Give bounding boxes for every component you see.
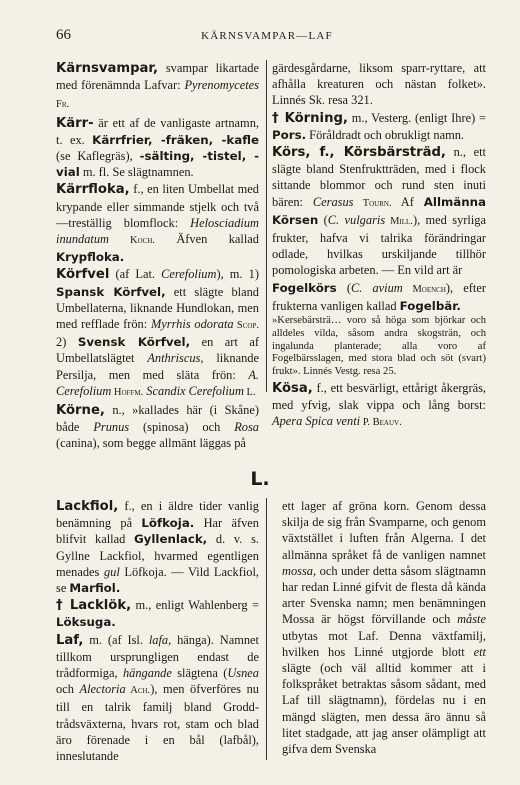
entry-karr	[56, 115, 259, 181]
author: Tourn.	[353, 197, 392, 209]
entry-lacklok	[56, 597, 259, 630]
bold-term: Löfkoja.	[141, 516, 195, 531]
column-top-right	[272, 60, 486, 429]
page-number: 66	[56, 27, 71, 43]
author: Scop.	[233, 320, 259, 332]
latin-name: Apera Spica venti	[272, 414, 361, 429]
column-divider	[266, 498, 267, 760]
entry-karnsvampar	[56, 60, 259, 114]
italic-word: hängande	[122, 666, 172, 681]
latin-name: Myrrhis odorata	[150, 317, 234, 332]
column-bottom-left	[56, 498, 259, 763]
author: Koch.	[109, 235, 155, 247]
column-bottom-right	[282, 498, 486, 763]
column-top-left	[56, 60, 260, 451]
entry-text: är ett af de vanligaste artnamn, t. ex.	[56, 115, 259, 147]
page-header	[56, 27, 478, 47]
bold-term: Spansk Körfvel,	[56, 284, 166, 299]
entry-text: ett slägte bland Umbellaterna, liknande Hundlokan, men med refflade frön:	[56, 284, 260, 332]
latin-name: A. Cerefolium	[56, 367, 259, 398]
headword: † Lacklök,	[56, 598, 132, 614]
headword: Körs, f., Körsbärsträd,	[272, 145, 446, 161]
author: Hoffm.	[111, 386, 144, 398]
entry-text: Äfven kallad	[154, 232, 259, 247]
entry-text: gärdesgårdarne, liksom sparr-ryttare, att afhålla kreaturen och nästan folket». Linnés Sk. resa 321.	[272, 61, 486, 108]
headword: Körne,	[56, 403, 105, 419]
bold-term: Löksuga.	[56, 615, 116, 630]
entry-text: ett lager af gröna korn. Genom dessa skilja de sig från Svamparne, och genom växtstället i luften från Algerna. I det allmänna språket få de vanligen namnet	[282, 499, 486, 562]
latin-name: Cerefolium	[161, 267, 217, 282]
bold-term: Svensk Körfvel,	[77, 335, 191, 350]
entry-text: n., »kallades här (i Skåne) både	[56, 403, 259, 435]
latin-name: Usnea	[227, 666, 259, 681]
entry-text: (spinosa) och	[129, 420, 235, 435]
entry-text: 2)	[56, 335, 78, 350]
entry-text: (	[336, 280, 351, 295]
headword: † Körning,	[272, 110, 348, 126]
entry-kosa	[272, 380, 486, 432]
author: L.	[243, 386, 256, 398]
author: Moench	[402, 283, 446, 295]
quotation: »Kersebärsträ… voro så höga som björkar och alldeles vilda, såsom andra skogsträn, och ingalunda planterade; alla voro af Fogelbärsslagen, med stora blad och söt (svart) frukt». Linnés Vestg. resa 25.	[272, 315, 486, 378]
author: Ach.	[125, 685, 151, 697]
entry-korning	[272, 110, 486, 143]
italic-word: lafa,	[148, 632, 172, 647]
entry-text: f., en i äldre tider vanlig benämning på	[56, 499, 259, 531]
entry-laf-continued	[282, 498, 486, 757]
entry-text: Af	[391, 194, 424, 209]
entry-text: (af Lat.	[109, 267, 162, 282]
running-head: KÄRNSVAMPAR—LAF	[201, 30, 333, 42]
italic-word: ett	[473, 644, 486, 659]
entry-text: n., ett slägte bland Stenfruktträden, med i flock sittande blommor och rund sten inuti bären:	[272, 145, 486, 209]
entry-continuation	[272, 60, 486, 109]
entry-text: Har äfven blifvit kallad	[56, 516, 259, 547]
entry-text: ), efter frukterna vanligen kallad	[272, 280, 486, 313]
latin-name: Helosciadium inundatum	[56, 215, 259, 247]
bold-term: Gyllenlack,	[133, 532, 208, 547]
entry-text: utbytas mot Laf. Denna växtfamilj, hvilken hos Linné utgjorde blott	[282, 628, 486, 659]
column-divider	[266, 60, 267, 392]
entry-text: ), med syrliga frukter, hafva vi talrika förändringar odlade, hvilkas urskiljande tillhör pomologiska arbeten. — En vild art är	[272, 212, 486, 278]
italic-word: gul	[103, 564, 120, 579]
bold-term: -sälting, -tistel, -vial	[56, 149, 259, 180]
bold-term: Fogelbär.	[399, 298, 461, 313]
entry-text: m., Vesterg. (enligt Ihre) =	[347, 110, 486, 125]
entry-karrfloka	[56, 181, 259, 265]
headword: Körfvel	[56, 267, 110, 283]
entry-text: Föråldradt och obrukligt namn.	[306, 127, 465, 142]
entry-text: f., en liten Umbellat med krypande eller simmande stjelk och två—treställig blomflock:	[56, 182, 259, 230]
entry-text: och under detta såsom slägtnamn har redan Linné gifvit de flesta då kända arter Svenska namn; men benämningen Mossa är högst förvillande och	[282, 563, 486, 627]
entry-text: svampar likartade med förenämnda Lafvar:	[56, 61, 259, 93]
latin-name: C. vulgaris	[327, 212, 386, 227]
entry-korne	[56, 402, 259, 452]
headword: Kärr-	[56, 115, 94, 131]
entry-text: m. (af Isl.	[83, 632, 149, 647]
entry-text: slägte (och väl alltid kommer att i folkspråket betraktas såsom sådant, med Laf till slägtnamn), fördelas nu i en mängd slägten, men dessa äro ännu så litet stadgade, att jag anser olämpligt att gifva dem Svenska	[282, 661, 486, 757]
entry-text: liknande Persilja, men med släta frön:	[56, 351, 259, 382]
latin-name: Scandix Cerefolium	[143, 383, 244, 398]
entry-text: och	[56, 682, 80, 697]
bold-term: Marfiol.	[69, 581, 121, 596]
section-letter: L.	[250, 468, 270, 490]
entry-korfvel	[56, 266, 259, 401]
entry-fogelkors	[272, 280, 486, 314]
latin-name: Pyrenomycetes	[184, 78, 259, 93]
entry-text: Löfkoja. — Vild Lackfiol, se	[56, 564, 260, 596]
headword: Lackfiol,	[56, 499, 119, 514]
author: Fr.	[56, 99, 70, 111]
italic-word: måste	[457, 612, 486, 627]
entry-text: d. v. s. Gyllne Lackfiol, hvarmed egentligen menades	[56, 532, 259, 579]
latin-name: Prunus	[93, 420, 130, 435]
latin-name: C. avium	[350, 280, 403, 295]
entry-text: en art af Umbellatslägtet	[56, 335, 260, 366]
bold-term: Krypfloka.	[56, 250, 125, 265]
entry-kors	[272, 144, 486, 279]
entry-laf	[56, 632, 259, 765]
entry-text: ), men öfverföres nu till en talrik familj bland Groddtrådsväxterna, hvars rot, stam och blad äro förenade i en bål (lafbål), inneslutande	[56, 682, 259, 764]
latin-name: Cerasus	[312, 194, 354, 209]
latin-name: Alectoria	[79, 682, 126, 697]
entry-text: m., enligt Wahlenberg =	[131, 598, 259, 613]
entry-text: (	[318, 212, 328, 227]
entry-text: (se Kaflegräs),	[56, 149, 140, 164]
italic-word: mossa,	[282, 563, 317, 578]
headword: Kärrfloka,	[56, 182, 130, 198]
entry-text: slägtena (	[171, 666, 228, 681]
headword: Kärnsvampar,	[56, 61, 159, 76]
entry-lackfiol	[56, 498, 259, 596]
bold-term: Pors.	[272, 127, 307, 142]
bold-term: Kärrfrier, -fräken, -kafle	[92, 132, 259, 147]
headword: Kösa,	[272, 381, 313, 397]
entry-text: m. fl. Se slägtnamnen.	[79, 165, 194, 180]
entry-text: ), m. 1)	[216, 267, 259, 282]
bold-term: Allmänna Körsen	[272, 194, 486, 227]
entry-text: hänga). Namnet tillkom ursprungligen endast de trådformiga,	[56, 632, 259, 681]
latin-name: Rosa	[234, 420, 259, 435]
entry-text: (canina), som begge allmänt läggas på	[56, 436, 246, 451]
author: Mill.	[385, 215, 413, 227]
author: P. Beauv.	[360, 417, 402, 429]
entry-text: f., ett besvärligt, ettårigt åkergräs, med yfvig, slak vippa och lång borst:	[272, 381, 486, 413]
latin-name: Anthriscus,	[147, 351, 204, 366]
bold-term: Fogelkörs	[272, 280, 337, 295]
headword: Laf,	[56, 632, 84, 648]
